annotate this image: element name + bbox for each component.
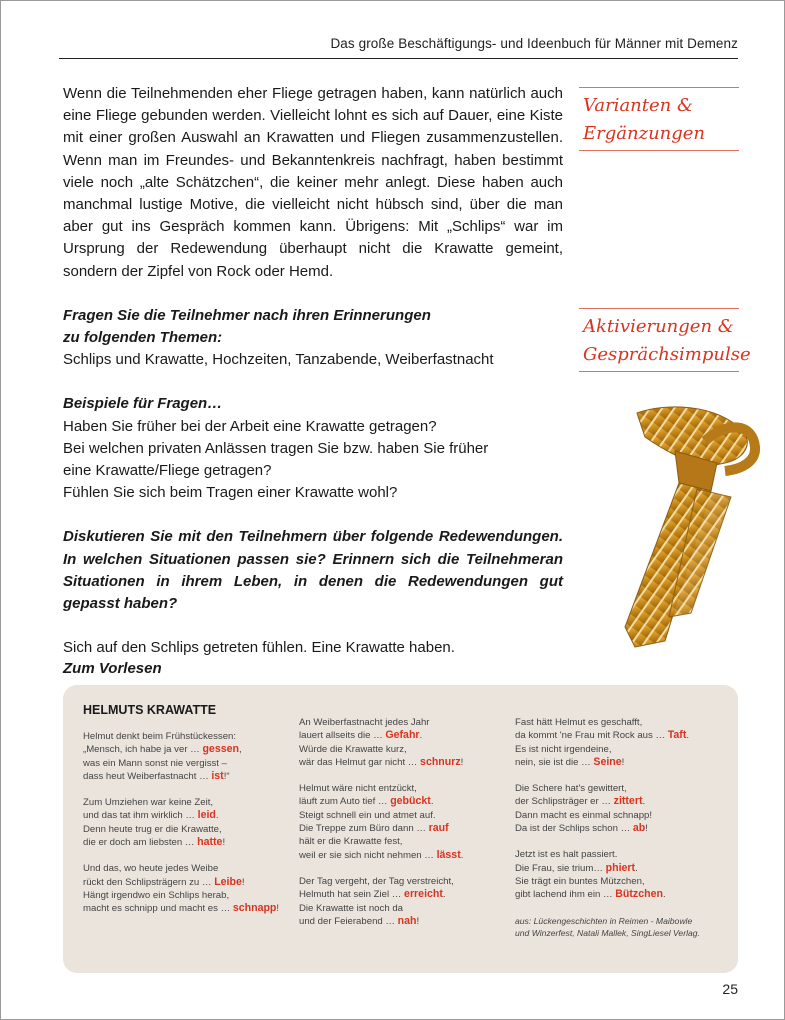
rhyme-word: gessen (202, 743, 239, 756)
rhyme-word: Leibe (214, 875, 242, 888)
poem-line-text: und der Feierabend … (299, 915, 398, 927)
poem-line (299, 875, 463, 888)
poem-line (83, 889, 279, 902)
poem-stanza (515, 848, 689, 901)
poem-line (83, 876, 279, 889)
poem-line (515, 809, 689, 822)
poem-line-end: ! (241, 876, 245, 888)
poem-line-text: Würde die Krawatte kurz, (299, 743, 407, 755)
poem-line-text: was ein Mann sonst nie vergisst – (83, 757, 227, 769)
poem-line (83, 823, 279, 836)
poem-line-text: An Weiberfastnacht jedes Jahr (299, 717, 430, 728)
example-question: eine Krawatte/Fliege getragen? (63, 462, 272, 480)
poem-line (515, 795, 689, 808)
poem-line (515, 848, 689, 861)
poem-line-text: nein, sie ist die … (515, 756, 594, 768)
sidebar-box-activation-line1: Aktivierungen & (583, 316, 734, 337)
poem-line-text: Sie trägt ein buntes Mützchen, (515, 875, 645, 887)
intro-paragraph: Wenn die Teilnehmenden eher Fliege getragen haben, kann natürlich auch eine Fliege gebunden werden. Vielleicht lohnt es sich auf Dauer, eine Kiste mit einer großen Auswahl an Krawatten und Fliegen zusammenzustellen. Wenn man im Freundes- und Bekanntenkreis nachfragt, haben bestimmt viele noch „alte Schätzchen“, die keiner mehr anlegt. Diese haben auch manchmal lustige Motive, die vielleicht nicht hübsch sind, über die man aber gut ins Gespräch kommen kann. Übrigens: Mit „Schlips“ war im Ursprung der Redewendung überhaupt nicht die Krawatte gemeint, sondern der Zipfel von Rock oder Hemd. (63, 85, 563, 280)
examples-heading: Beispiele für Fragen… (63, 395, 223, 413)
rhyme-word: schnurz (420, 755, 461, 768)
poem-stanza (299, 782, 463, 862)
poem-line (299, 902, 463, 915)
poem-stanza (299, 875, 463, 928)
sidebar-box-variants (579, 87, 739, 151)
poem-line (83, 809, 279, 822)
rhyme-word: phiert (605, 861, 636, 874)
poem-source-line: und Winzerfest, Natali Mallek, SingLiesel Verlag. (515, 927, 700, 938)
poem-line-text: dass heut Weiberfastnacht … (83, 770, 212, 782)
rhyme-word: erreicht (404, 888, 443, 901)
poem-line-text: Die Krawatte ist noch da (299, 902, 403, 914)
poem-line-text: macht es schnipp und macht es … (83, 903, 233, 915)
poem-line-text: Dann macht es einmal schnapp! (515, 809, 653, 821)
poem-line (299, 743, 463, 756)
read-aloud-heading: Zum Vorlesen (63, 660, 162, 677)
poem-line-text: Zum Umziehen war keine Zeit, (83, 797, 214, 809)
poem-line-end: . (686, 730, 690, 742)
poem-line (299, 822, 463, 835)
example-question: Haben Sie früher bei der Arbeit eine Krawatte getragen? (63, 417, 437, 435)
rhyme-word: ab (632, 822, 646, 835)
poem-line-end: ! (621, 756, 625, 768)
page-number: 25 (722, 981, 738, 997)
main-text (63, 83, 563, 659)
poem-stanza (83, 730, 279, 783)
themes-heading-2: zu folgenden Themen: (63, 329, 223, 347)
poem-line-end: , (238, 744, 242, 756)
poem-line-text: Helmut wäre nicht entzückt, (299, 783, 417, 795)
poem-line-text: hält er die Krawatte fest, (299, 836, 403, 848)
poem-line (83, 730, 279, 743)
poem-line-end: ! (276, 903, 280, 915)
poem-line-end: . (419, 730, 423, 742)
poem-line (83, 757, 279, 770)
sidebar-box-variants-line1: Varianten & (583, 95, 693, 116)
poem-column (515, 716, 689, 915)
poem-line-text: Hängt irgendwo ein Schlips herab, (83, 889, 230, 901)
poem-line-end: ! (645, 823, 648, 835)
poem-line-text: Steigt schnell ein und atmet auf. (299, 809, 436, 821)
poem-line-end: . (430, 796, 434, 808)
poem-line (83, 743, 279, 756)
poem-stanza (299, 716, 463, 769)
poem-stanza (83, 862, 279, 915)
poem-line-text: der Schlipsträger er … (515, 796, 614, 808)
poem-source (515, 916, 700, 939)
poem-line-end: . (215, 810, 219, 822)
sidebar-box-activation (579, 308, 751, 372)
rhyme-word: schnapp (232, 902, 277, 915)
poem-line (515, 822, 689, 835)
poem-line (299, 782, 463, 795)
poem-line (515, 743, 689, 756)
poem-line-end: . (662, 889, 666, 901)
poem-line-end: . (635, 862, 638, 874)
sidebar-box-activation-line2: Gesprächsimpulse (583, 344, 751, 365)
poem-line (515, 716, 689, 729)
poem-line (515, 888, 689, 901)
poem-line-end: . (442, 889, 446, 901)
poem-stanza (515, 716, 689, 769)
rhyme-word: rauf (428, 822, 449, 835)
idioms-text: Sich auf den Schlips getreten fühlen. Eine Krawatte haben. (63, 639, 455, 657)
poem-line-text: wär das Helmut gar nicht … (299, 756, 421, 768)
rhyme-word: zittert (613, 795, 643, 808)
poem-line (299, 915, 463, 928)
poem-column (83, 730, 279, 929)
poem-box (63, 685, 738, 973)
poem-line-text: „Mensch, ich habe ja ver … (83, 744, 203, 756)
poem-line-text: die er doch am liebsten … (83, 837, 198, 849)
poem-line-text: Der Tag vergeht, der Tag verstreicht, (299, 875, 454, 887)
poem-line-end: !“ (223, 770, 230, 782)
poem-source-line: aus: Lückengeschichten in Reimen - Maibowle (515, 916, 693, 926)
rhyme-word: Taft (667, 729, 687, 742)
poem-line (83, 902, 279, 915)
poem-line (299, 716, 463, 729)
poem-line-text: läuft zum Auto tief … (299, 796, 391, 808)
poem-line (515, 756, 689, 769)
poem-stanza (515, 782, 689, 835)
poem-line-text: Da ist der Schlips schon … (515, 823, 633, 835)
example-question: Bei welchen privaten Anlässen tragen Sie bzw. haben Sie früher (63, 439, 489, 457)
poem-line-end: ! (460, 756, 464, 768)
example-question: Fühlen Sie sich beim Tragen einer Krawatte wohl? (63, 484, 398, 502)
poem-stanza (83, 796, 279, 849)
poem-line-end: . (460, 849, 464, 861)
poem-line (83, 770, 279, 783)
poem-line-text: da kommt 'ne Frau mit Rock aus … (515, 730, 668, 742)
themes-text: Schlips und Krawatte, Hochzeiten, Tanzabende, Weiberfastnacht (63, 351, 494, 369)
poem-line (515, 729, 689, 742)
poem-line-text: Fast hätt Helmut es geschafft, (515, 717, 643, 728)
poem-line-text: weil er sie sich nicht nehmen … (299, 849, 437, 861)
poem-line (299, 756, 463, 769)
poem-line-text: Helmut denkt beim Frühstückessen: (83, 731, 237, 742)
poem-line-text: Die Frau, sie trium… (515, 862, 606, 874)
poem-line (515, 862, 689, 875)
poem-line-text: Es ist nicht irgendeine, (515, 743, 612, 755)
poem-line (515, 875, 689, 888)
rhyme-word: gebückt (390, 795, 431, 808)
rhyme-word: Seine (593, 755, 622, 768)
poem-line-text: Jetzt ist es halt passiert. (515, 849, 618, 861)
poem-line-text: gibt lachend ihm ein … (515, 889, 616, 901)
rhyme-word: Gefahr (385, 729, 420, 742)
necktie-icon (605, 401, 775, 661)
poem-title: HELMUTS KRAWATTE (83, 703, 217, 717)
poem-column (299, 716, 463, 941)
poem-line (299, 888, 463, 901)
header-rule (59, 58, 738, 59)
rhyme-word: lässt (436, 848, 461, 861)
rhyme-word: hatte (197, 836, 223, 849)
poem-line-text: und das tat ihm wirklich … (83, 810, 198, 822)
poem-line-text: Helmuth hat sein Ziel … (299, 889, 405, 901)
poem-line (299, 729, 463, 742)
themes-heading-1: Fragen Sie die Teilnehmer nach ihren Erinnerungen (63, 306, 431, 324)
poem-line (83, 796, 279, 809)
rhyme-word: leid (197, 809, 216, 822)
poem-line-text: Die Treppe zum Büro dann … (299, 823, 429, 835)
poem-line-end: ! (222, 837, 226, 849)
poem-line (83, 862, 279, 875)
poem-line-text: Denn heute trug er die Krawatte, (83, 823, 222, 835)
poem-line (299, 849, 463, 862)
poem-line (83, 836, 279, 849)
sidebar-box-variants-line2: Ergänzungen (583, 123, 706, 144)
poem-line (299, 835, 463, 848)
poem-line-text: rückt den Schlipsträgern zu … (83, 876, 215, 888)
poem-line-text: lauert allseits die … (299, 730, 386, 742)
poem-line-end: ! (416, 915, 420, 927)
rhyme-word: ist (211, 769, 224, 782)
poem-line (299, 795, 463, 808)
discuss-heading: Diskutieren Sie mit den Teilnehmern über folgende Redewendungen. In welchen Situationen passen sie? Erinnern sich die Teilnehmeran Situationen in ihrem Leben, in denen die Redewendungen gut gepasst haben? (63, 528, 563, 613)
poem-line-text: Und das, wo heute jedes Weibe (83, 863, 219, 875)
rhyme-word: Bützchen (615, 888, 663, 901)
poem-line-end: . (642, 796, 646, 808)
poem-line-text: Die Schere hat's gewittert, (515, 783, 627, 795)
poem-line (299, 809, 463, 822)
poem-line (515, 782, 689, 795)
running-title: Das große Beschäftigungs- und Ideenbuch für Männer mit Demenz (330, 36, 738, 51)
rhyme-word: nah (397, 914, 417, 927)
